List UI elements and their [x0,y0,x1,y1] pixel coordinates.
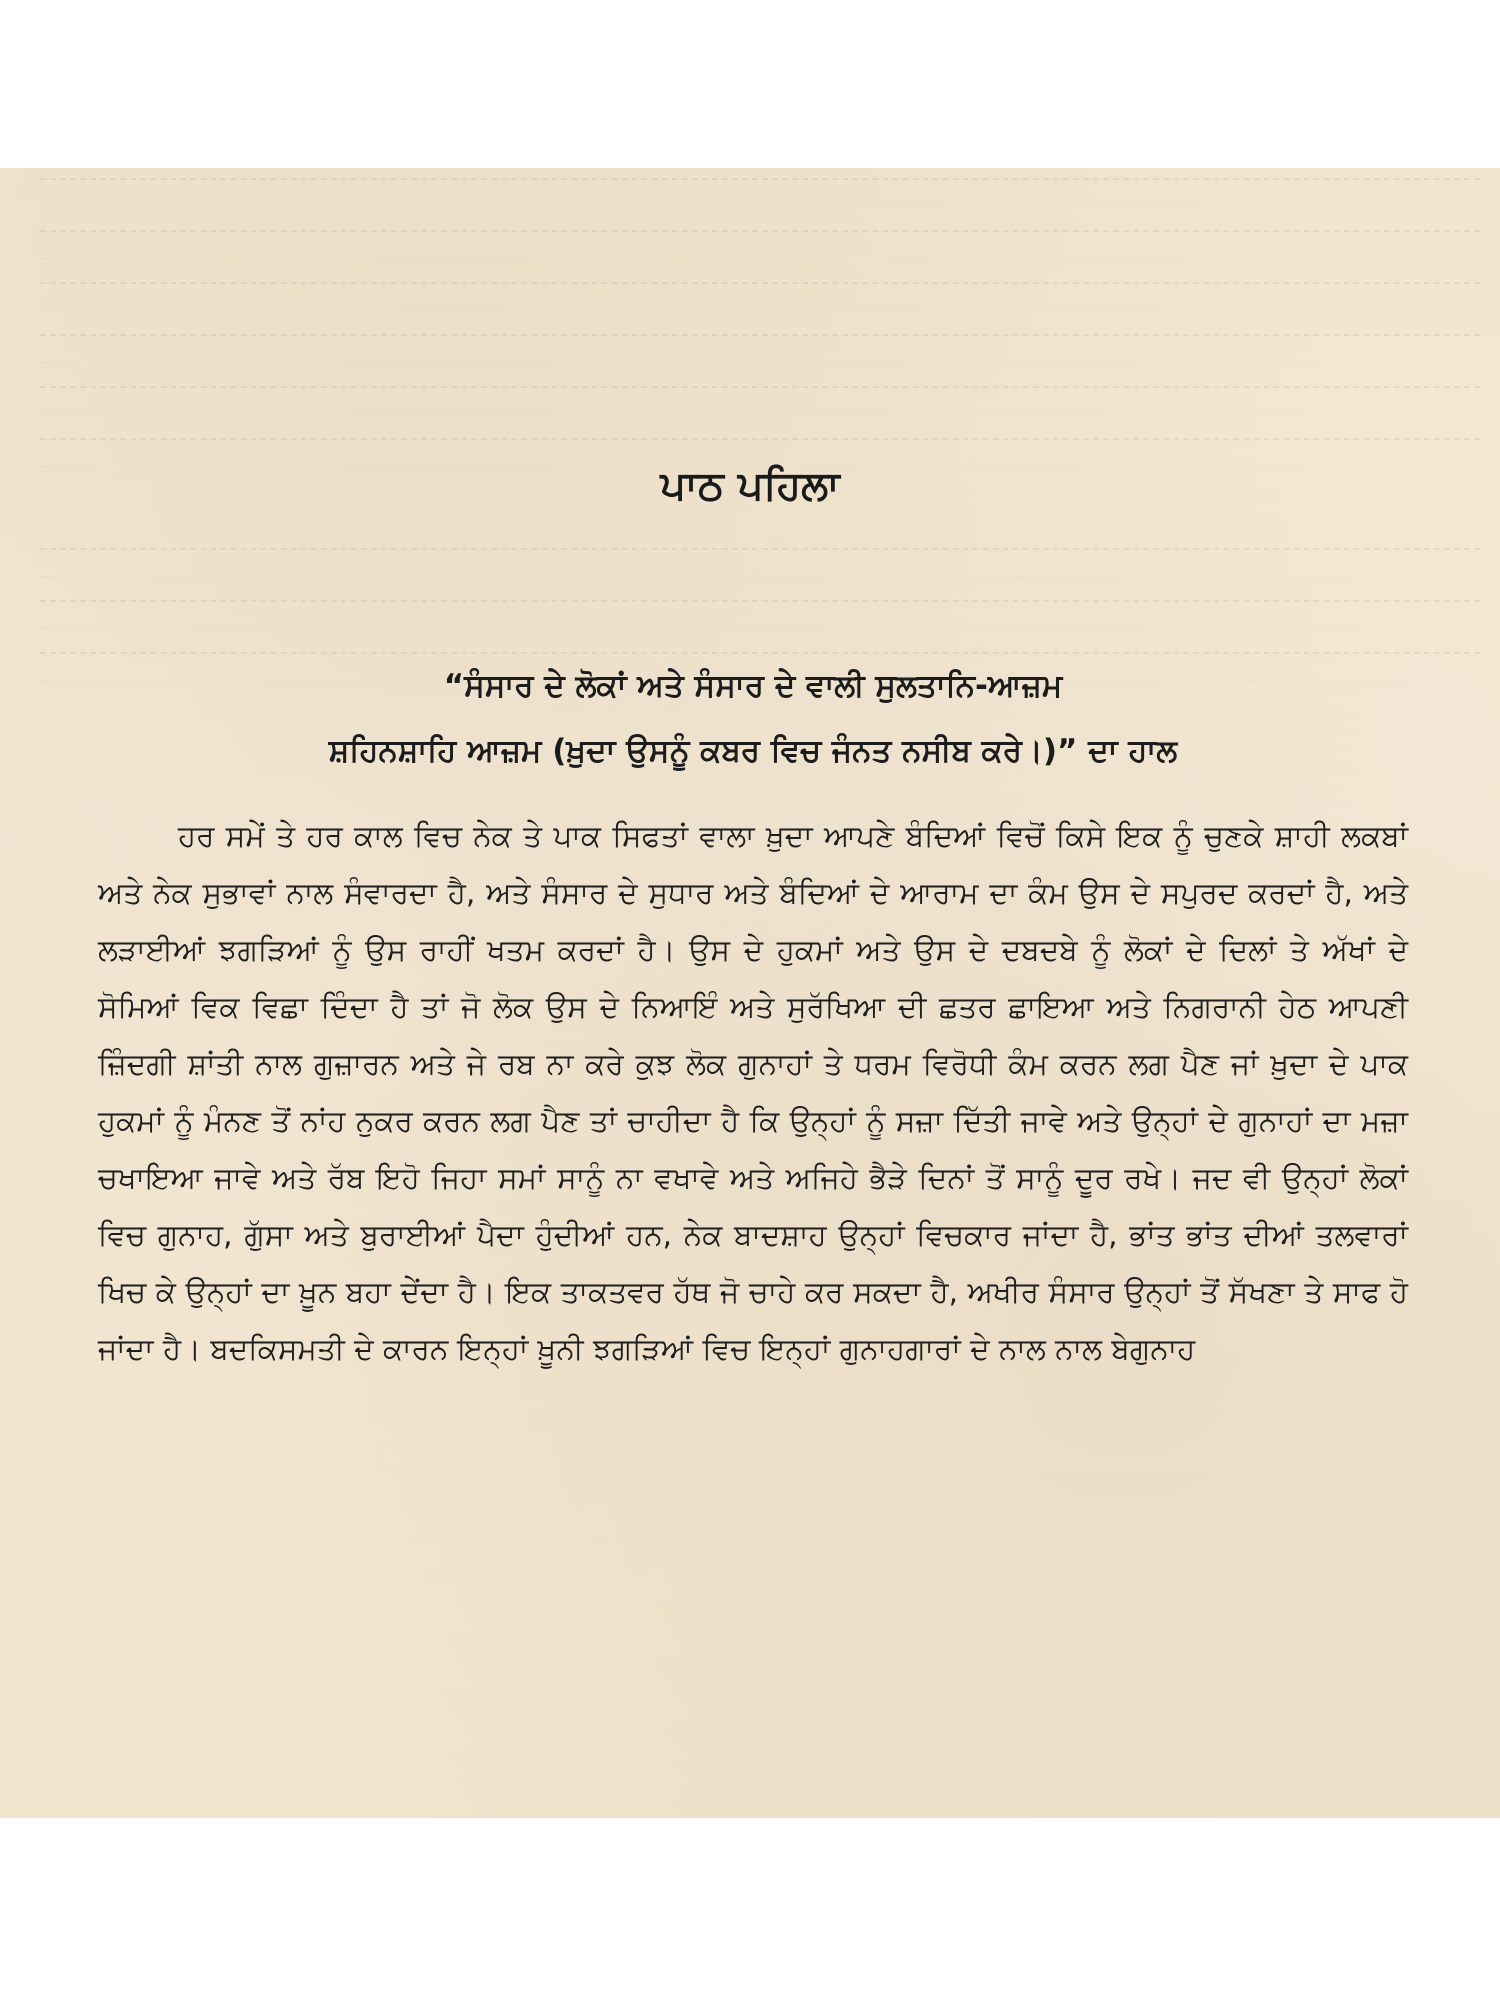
chapter-heading: ਪਾਠ ਪਹਿਲਾ [660,463,840,509]
bleed-through-line [40,282,1480,311]
bleed-through-line [40,334,1480,363]
bleed-through-line [40,548,1480,577]
paragraph-text: ਹਰ ਸਮੇਂ ਤੇ ਹਰ ਕਾਲ ਵਿਚ ਨੇਕ ਤੇ ਪਾਕ ਸਿਫਤਾਂ ਵਾਲਾ ਖ਼ੁਦਾ ਆਪਣੇ ਬੰਦਿਆਂ ਵਿਚੋਂ ਕਿਸੇ ਇਕ ਨੂੰ ਚੁਣਕੇ ਸ਼ਾਹੀ ਲਕਬਾਂ ਅਤੇ ਨੇਕ ਸੁਭਾਵਾਂ ਨਾਲ ਸੰਵਾਰਦਾ ਹੈ, ਅਤੇ ਸੰਸਾਰ ਦੇ ਸੁਧਾਰ ਅਤੇ ਬੰਦਿਆਂ ਦੇ ਆਰਾਮ ਦਾ ਕੰਮ ਉਸ ਦੇ ਸਪੁਰਦ ਕਰਦਾਂ ਹੈ, ਅਤੇ ਲੜਾਈਆਂ ਝਗੜਿਆਂ ਨੂੰ ਉਸ ਰਾਹੀਂ ਖਤਮ ਕਰਦਾਂ ਹੈ। ਉਸ ਦੇ ਹੁਕਮਾਂ ਅਤੇ ਉਸ ਦੇ ਦਬਦਬੇ ਨੂੰ ਲੋਕਾਂ ਦੇ ਦਿਲਾਂ ਤੇ ਅੱਖਾਂ ਦੇ ਸੋਮਿਆਂ ਵਿਕ ਵਿਛਾ ਦਿੰਦਾ ਹੈ ਤਾਂ ਜੋ ਲੋਕ ਉਸ ਦੇ ਨਿਆਇੰ ਅਤੇ ਸੁਰੱਖਿਆ ਦੀ ਛਤਰ ਛਾਇਆ ਅਤੇ ਨਿਗਰਾਨੀ ਹੇਠ ਆਪਣੀ ਜ਼ਿੰਦਗੀ ਸ਼ਾਂਤੀ ਨਾਲ ਗੁਜ਼ਾਰਨ ਅਤੇ ਜੇ ਰਬ ਨਾ ਕਰੇ ਕੁਝ ਲੋਕ ਗੁਨਾਹਾਂ ਤੇ ਧਰਮ ਵਿਰੋਧੀ ਕੰਮ ਕਰਨ ਲਗ ਪੈਣ ਜਾਂ ਖ਼ੁਦਾ ਦੇ ਪਾਕ ਹੁਕਮਾਂ ਨੂੰ ਮੰਨਣ ਤੋਂ ਨਾਂਹ ਨੁਕਰ ਕਰਨ ਲਗ ਪੈਣ ਤਾਂ ਚਾਹੀਦਾ ਹੈ ਕਿ ਉਨ੍ਹਾਂ ਨੂੰ ਸਜ਼ਾ ਦਿੱਤੀ ਜਾਵੇ ਅਤੇ ਉਨ੍ਹਾਂ ਦੇ ਗੁਨਾਹਾਂ ਦਾ ਮਜ਼ਾ ਚਖਾਇਆ ਜਾਵੇ ਅਤੇ ਰੱਬ ਇਹੋ ਜਿਹਾ ਸਮਾਂ ਸਾਨੂੰ ਨਾ ਵਖਾਵੇ ਅਤੇ ਅਜਿਹੇ ਭੈੜੇ ਦਿਨਾਂ ਤੋਂ ਸਾਨੂੰ ਦੂਰ ਰਖੇ। ਜਦ ਵੀ ਉਨ੍ਹਾਂ ਲੋਕਾਂ ਵਿਚ ਗੁਨਾਹ, ਗੁੱਸਾ ਅਤੇ ਬੁਰਾਈਆਂ ਪੈਦਾ ਹੁੰਦੀਆਂ ਹਨ, ਨੇਕ ਬਾਦਸ਼ਾਹ ਉਨ੍ਹਾਂ ਵਿਚਕਾਰ ਜਾਂਦਾ ਹੈ, ਭਾਂਤ ਭਾਂਤ ਦੀਆਂ ਤਲਵਾਰਾਂ ਖਿਚ ਕੇ ਉਨ੍ਹਾਂ ਦਾ ਖ਼ੂਨ ਬਹਾ ਦੇਂਦਾ ਹੈ। ਇਕ ਤਾਕਤਵਰ ਹੱਥ ਜੋ ਚਾਹੇ ਕਰ ਸਕਦਾ ਹੈ, ਅਖੀਰ ਸੰਸਾਰ ਉਨ੍ਹਾਂ ਤੋਂ ਸੱਖਣਾ ਤੇ ਸਾਫ ਹੋ ਜਾਂਦਾ ਹੈ। ਬਦਕਿਸਮਤੀ ਦੇ ਕਾਰਨ ਇਨ੍ਹਾਂ ਖ਼ੂਨੀ ਝਗੜਿਆਂ ਵਿਚ ਇਨ੍ਹਾਂ ਗੁਨਾਹਗਾਰਾਂ ਦੇ ਨਾਲ ਨਾਲ ਬੇਗੁਨਾਹ [98,819,1408,1366]
scanned-page [0,168,1500,1818]
bleed-through-line [40,230,1480,259]
bleed-through-line [40,386,1480,415]
bleed-through-line [40,178,1480,207]
bleed-through-line [40,600,1480,629]
chapter-subtitle-line-2: ਸ਼ਹਿਨਸ਼ਾਹਿ ਆਜ਼ਮ (ਖ਼ੁਦਾ ਉਸਨੂੰ ਕਬਰ ਵਿਚ ਜੰਨਤ ਨਸੀਬ ਕਰੇ।)” ਦਾ ਹਾਲ [328,733,1178,769]
chapter-subtitle-line-1: “ਸੰਸਾਰ ਦੇ ਲੋਕਾਂ ਅਤੇ ਸੰਸਾਰ ਦੇ ਵਾਲੀ ਸੁਲਤਾਨਿ-ਆਜ਼ਮ [443,668,1063,704]
body-paragraph [98,808,1408,1818]
